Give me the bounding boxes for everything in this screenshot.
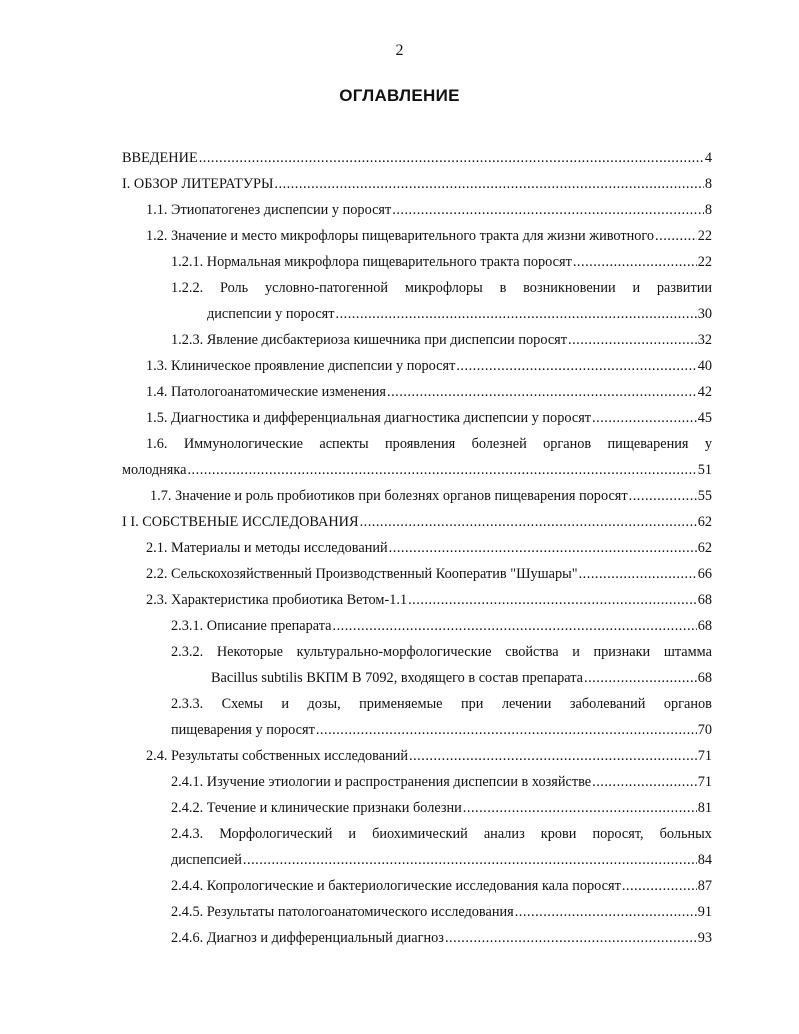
leader-dots xyxy=(629,488,697,504)
leader-dots xyxy=(243,852,697,868)
leader-dots xyxy=(568,332,697,348)
toc-entry[interactable]: диспепсии у поросят ..... 30 xyxy=(207,306,712,322)
leader-dots xyxy=(515,904,697,920)
leader-dots xyxy=(584,670,697,686)
toc-entry[interactable]: 2.4.5. Результаты патологоанатомического исследования ..... 91 xyxy=(171,904,712,920)
toc-entry-line1[interactable]: 2.3.3. Схемы и дозы, применяемые при лечении заболеваний органов xyxy=(171,696,712,712)
leader-dots xyxy=(316,722,697,738)
toc-entry[interactable]: 1.5. Диагностика и дифференциальная диагностика диспепсии у поросят ..... 45 xyxy=(146,410,712,426)
toc-entry[interactable]: 2.4.1. Изучение этиологии и распространения диспепсии в хозяйстве ..... 71 xyxy=(171,774,712,790)
leader-dots xyxy=(456,358,696,374)
toc-entry[interactable]: 2.4.2. Течение и клинические признаки болезни ..... 81 xyxy=(171,800,712,816)
toc-entry[interactable]: пищеварения у поросят ..... 70 xyxy=(171,722,712,738)
toc-entry-line1[interactable]: 2.3.2. Некоторые культурально-морфологические свойства и признаки штамма xyxy=(171,644,712,660)
leader-dots xyxy=(592,410,697,426)
toc-entry[interactable]: Bacillus subtilis ВКПМ В 7092, входящего в состав препарата ..... 68 xyxy=(211,670,712,686)
leader-dots xyxy=(655,228,697,244)
toc-entry[interactable]: I I. СОБСТВЕНЫЕ ИССЛЕДОВАНИЯ ..... 62 xyxy=(122,514,712,530)
leader-dots xyxy=(360,514,697,530)
toc-entry-line1[interactable]: 1.2.2. Роль условно-патогенной микрофлоры в возникновении и развитии xyxy=(171,280,712,296)
toc-entry[interactable]: 1.2. Значение и место микрофлоры пищеварительного тракта для жизни животного ..... 22 xyxy=(146,228,712,244)
toc-entry[interactable]: 2.2. Сельскохозяйственный Производственный Кооператив "Шушары" ..... 66 xyxy=(146,566,712,582)
leader-dots xyxy=(573,254,697,270)
toc-entry[interactable]: диспепсией ..... 84 xyxy=(171,852,712,868)
toc-entry[interactable]: 2.4.4. Копрологические и бактериологические исследования кала поросят ..... 87 xyxy=(171,878,712,894)
leader-dots xyxy=(579,566,697,582)
toc-entry[interactable]: 1.3. Клиническое проявление диспепсии у поросят ..... 40 xyxy=(146,358,712,374)
leader-dots xyxy=(199,150,704,166)
toc-entry[interactable]: 2.4. Результаты собственных исследований ..... 71 xyxy=(146,748,712,764)
leader-dots xyxy=(387,384,697,400)
page-number: 2 xyxy=(395,42,404,59)
toc-entry[interactable]: 1.1. Этиопатогенез диспепсии у поросят ..... 8 xyxy=(146,202,712,218)
leader-dots xyxy=(408,592,697,608)
toc-entry[interactable]: 2.1. Материалы и методы исследований ..... 62 xyxy=(146,540,712,556)
toc-entry[interactable]: ВВЕДЕНИЕ ..... 4 xyxy=(122,150,712,166)
leader-dots xyxy=(622,878,697,894)
toc-entry[interactable]: 1.4. Патологоанатомические изменения ..... 42 xyxy=(146,384,712,400)
leader-dots xyxy=(463,800,697,816)
toc-entry-line1[interactable]: 2.4.3. Морфологический и биохимический анализ крови поросят, больных xyxy=(171,826,712,842)
toc-entry[interactable]: 2.3.1. Описание препарата ..... 68 xyxy=(171,618,712,634)
page-title: ОГЛАВЛЕНИЕ xyxy=(339,86,460,105)
toc-entry[interactable]: 1.2.3. Явление дисбактериоза кишечника при диспепсии поросят ..... 32 xyxy=(171,332,712,348)
leader-dots xyxy=(592,774,697,790)
leader-dots xyxy=(409,748,697,764)
toc-entry[interactable]: молодняка ..... 51 xyxy=(122,462,712,478)
leader-dots xyxy=(336,306,697,322)
toc-entry-line1[interactable]: 1.6. Иммунологические аспекты проявления болезней органов пищеварения у xyxy=(146,436,712,452)
leader-dots xyxy=(187,462,696,478)
toc-entry[interactable]: 1.2.1. Нормальная микрофлора пищеварительного тракта поросят ..... 22 xyxy=(171,254,712,270)
leader-dots xyxy=(333,618,697,634)
leader-dots xyxy=(445,930,697,946)
leader-dots xyxy=(274,176,703,192)
toc-entry[interactable]: 1.7. Значение и роль пробиотиков при болезнях органов пищеварения поросят ..... 55 xyxy=(150,488,712,504)
toc-entry[interactable]: 2.4.6. Диагноз и дифференциальный диагноз ..... 93 xyxy=(171,930,712,946)
toc-entry[interactable]: 2.3. Характеристика пробиотика Ветом-1.1 ..... 68 xyxy=(146,592,712,608)
toc-entry[interactable]: I. ОБЗОР ЛИТЕРАТУРЫ ..... 8 xyxy=(122,176,712,192)
leader-dots xyxy=(392,202,704,218)
leader-dots xyxy=(389,540,697,556)
